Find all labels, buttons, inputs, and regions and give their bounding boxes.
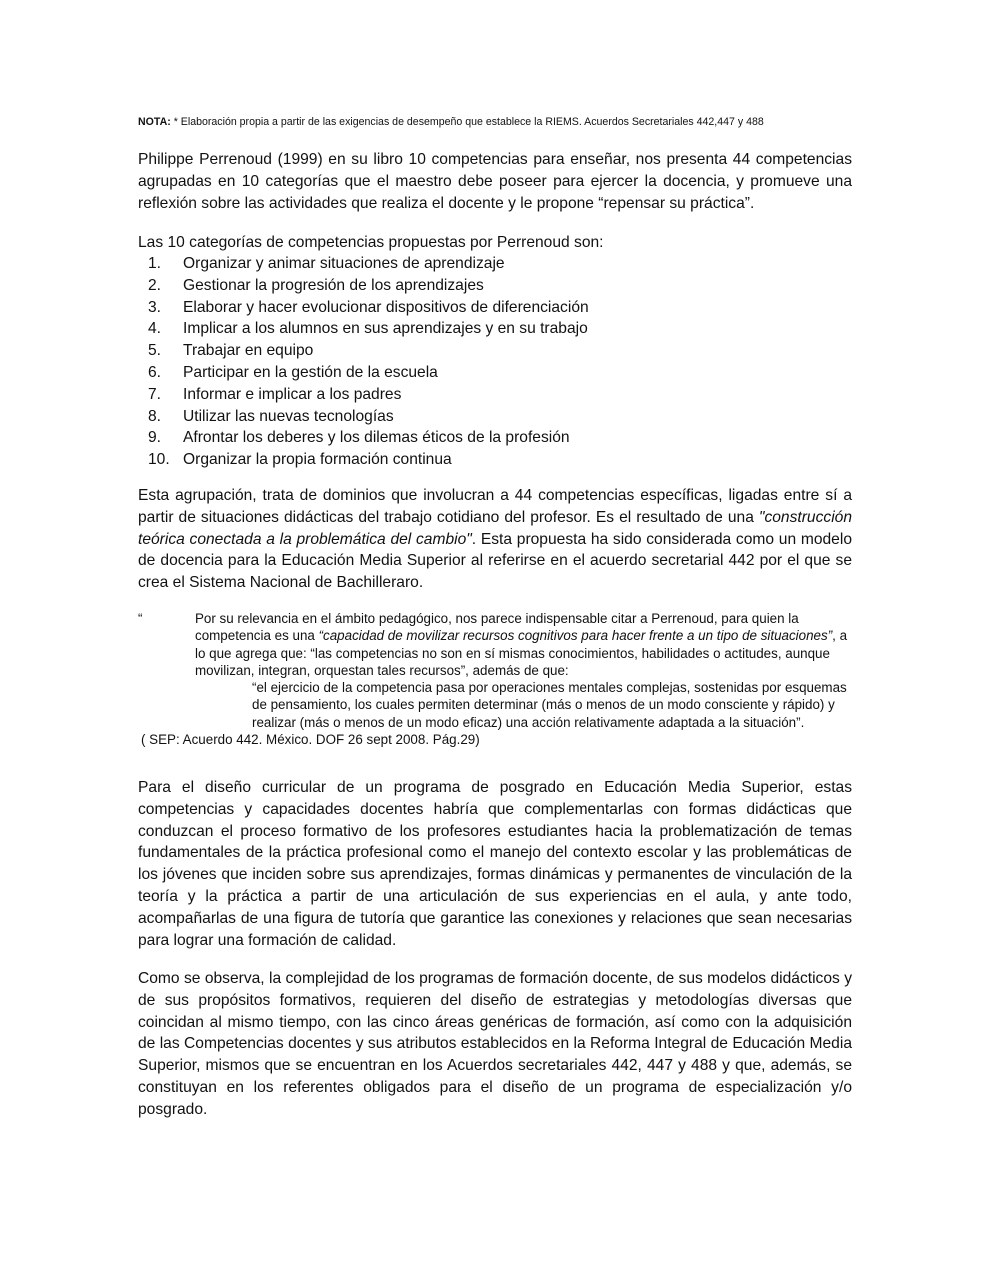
list-item: 4. Implicar a los alumnos en sus aprendizajes y en su trabajo xyxy=(148,320,588,338)
footnote-note xyxy=(138,115,852,129)
italic-quote: "construcción teórica conectada a la problemática del cambio" xyxy=(138,508,852,548)
list-item: 9. Afrontar los deberes y los dilemas éticos de la profesión xyxy=(148,429,570,447)
list-item: 5. Trabajar en equipo xyxy=(148,342,314,360)
quote-mark: “ xyxy=(138,611,143,626)
paragraph-agrupacion: Esta agrupación, trata de dominios que involucran a 44 competencias específicas, ligadas entre sí a partir de situaciones didácticas del trabajo cotidiano del profesor. Es el resultado de una "construcción teórica conectada a la problemática del cambio". Esta propuesta ha sido considerada como un modelo de docencia para la Educación Media Superior al referirse en el acuerdo secretarial 442 por el que se crea el Sistema Nacional de Bachilleraro. xyxy=(138,487,852,592)
paragraph-complejidad: Como se observa, la complejidad de los programas de formación docente, de sus modelos didácticos y de sus propósitos formativos, requieren del diseño de estrategias y metodologías diversas que coincidan al mismo tiempo, con las cinco áreas genéricas de formación, así como con la adquisición de las Competencias docentes y sus atributos establecidos en la Reforma Integral de Educación Media Superior, mismos que se encuentran en los Acuerdos secretariales 442, 447 y 488 y que, además, se constituyan en los referentes obligados para el diseño de un programa de especialización y/o posgrado. xyxy=(138,970,852,1118)
list-item: 3. Elaborar y hacer evolucionar dispositivos de diferenciación xyxy=(148,298,589,316)
note-text: * Elaboración propia a partir de las exigencias de desempeño que establece la RIEMS. Acuerdos Secretariales 442,447 y 488 xyxy=(170,116,764,128)
list-item: 2. Gestionar la progresión de los aprendizajes xyxy=(148,276,484,294)
competency-categories-list xyxy=(138,253,852,471)
block-quote xyxy=(138,610,854,748)
list-item: 8. Utilizar las nuevas tecnologías xyxy=(148,407,394,425)
paragraph-perrenoud-intro: Philippe Perrenoud (1999) en su libro 10 competencias para enseñar, nos presenta 44 competencias agrupadas en 10 categorías que el maestro debe poseer para ejercer la docencia, y promueve una reflexión sobre las actividades que realiza el docente y le propone “repensar su práctica”. xyxy=(138,151,852,212)
list-item: 1. Organizar y animar situaciones de aprendizaje xyxy=(148,255,505,272)
paragraph-diseno-curricular: Para el diseño curricular de un programa de posgrado en Educación Media Superior, estas competencias y capacidades docentes habría que complementarlas con formas didácticas que conduzcan el proceso formativo de los profesores estudiantes hacia la problematización de temas fundamentales de la práctica profesional como el manejo del contexto escolar y las problemáticas de los jóvenes que inciden sobre sus aprendizajes, formas dinámicas y permanentes de vinculación de la teoría y la práctica a partir de una articulación de sus experiencias en el aula, y ante todo, acompañarlas de una figura de tutoría que garantice las conexiones y relaciones que sean necesarias para lograr una formación de calidad. xyxy=(138,779,852,949)
quote-source: ( SEP: Acuerdo 442. México. DOF 26 sept 2008. Pág.29) xyxy=(141,732,480,748)
list-item: 10. Organizar la propia formación continua xyxy=(148,451,452,469)
list-item: 7. Informar e implicar a los padres xyxy=(148,385,402,403)
quote-inner: “el ejercicio de la competencia pasa por operaciones mentales complejas, sostenidas por esquemas de pensamiento, los cuales permiten determinar (más o menos de un modo consciente y rápido) y realizar (más o menos de un modo eficaz) una acción relativamente adaptada a la situación”. xyxy=(252,680,847,730)
note-label: NOTA: xyxy=(138,116,171,128)
quote-body: Por su relevancia en el ámbito pedagógico, nos parece indispensable citar a Perrenoud, para quien la competencia es una “capacidad de movilizar recursos cognitivos para hacer frente a un tipo de situaciones”, a lo que agrega que: “las competencias no son en sí mismas conocimientos, habilidades o actitudes, aunque movilizan, integran, orquestan tales recursos”, además de que: xyxy=(195,611,848,678)
list-intro: Las 10 categorías de competencias propuestas por Perrenoud son: xyxy=(138,234,604,251)
list-item: 6. Participar en la gestión de la escuela xyxy=(148,363,438,381)
